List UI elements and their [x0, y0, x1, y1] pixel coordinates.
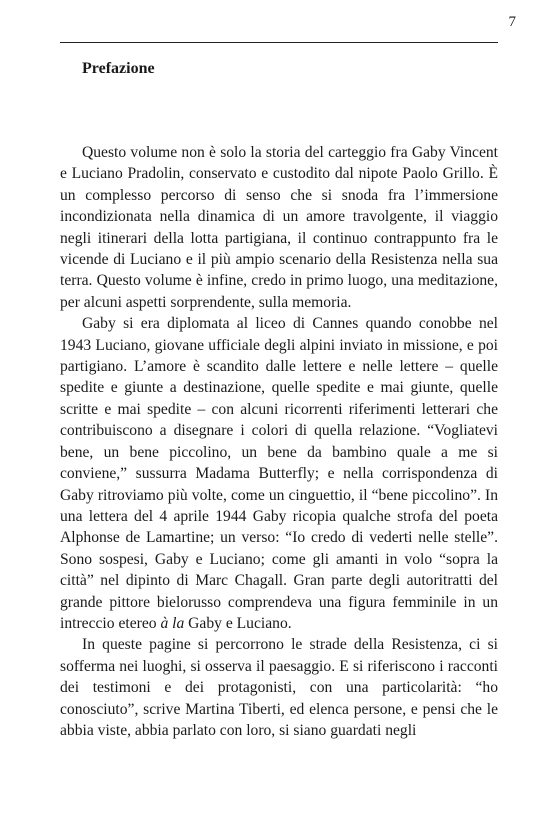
- body-text: [60, 142, 498, 741]
- header-rule: [60, 42, 498, 43]
- italic-phrase: à la: [160, 614, 185, 632]
- section-title: Prefazione: [82, 60, 155, 77]
- paragraph-1: Questo volume non è solo la storia del carteggio fra Gaby Vincent e Luciano Pradolin, conservato e custodito dal nipote Paolo Grillo. È un complesso percorso di senso che si snoda fra l’immersione incondizionata nella dinamica di un amore travolgente, il viaggio negli itinerari della lotta partigiana, il continuo contrappunto fra le vicende di Luciano e il più ampio scenario della Resistenza nella sua terra. Questo volume è infine, credo in primo luogo, una meditazione, per alcuni aspetti sorprendente, sulla memoria.: [60, 144, 498, 311]
- paragraph-2-text: Gaby si era diplomata al liceo di Cannes quando conobbe nel 1943 Luciano, giovane ufficiale degli alpini inviato in missione, e poi partigiano. L’amore è scandito dalle lettere e nelle lettere – quelle spedite e giunte a destinazione, quelle spedite e mai giunte, quelle scritte e mai spedite – con alcuni ricorrenti riferimenti letterari che contribuiscono a disegnare i colori di quella relazione. “Vogliatevi bene, un bene piccolino, un bene da bambino quale a me si conviene,” sussurra Madama Butterfly; e nella corrispondenza di Gaby ritroviamo più volte, come un cinguettio, il “bene piccolino”. In una lettera del 4 aprile 1944 Gaby ricopia qualche strofa del poeta Alphonse de Lamartine; un verso: “Io credo di vederti nelle stelle”. Sono sospesi, Gaby e Luciano; come gli amanti in volo “sopra la città” nel dipinto di Marc Chagall. Gran parte degli autoritratti del grande pittore bielorusso comprendeva una figura femminile in un intreccio etereo à la Gaby e Luciano.: [60, 315, 498, 632]
- page-number: 7: [508, 14, 516, 30]
- paragraph-3: In queste pagine si percorrono le strade della Resistenza, ci si sofferma nei luoghi, si osserva il paesaggio. E si riferiscono i racconti dei testimoni e dei protagonisti, con una particolarità: “ho conosciuto”, scrive Martina Tiberti, ed elenca persone, e pensi che le abbia viste, abbia parlato con loro, si siano guardati negli: [60, 636, 498, 739]
- paragraph-2: [60, 313, 498, 634]
